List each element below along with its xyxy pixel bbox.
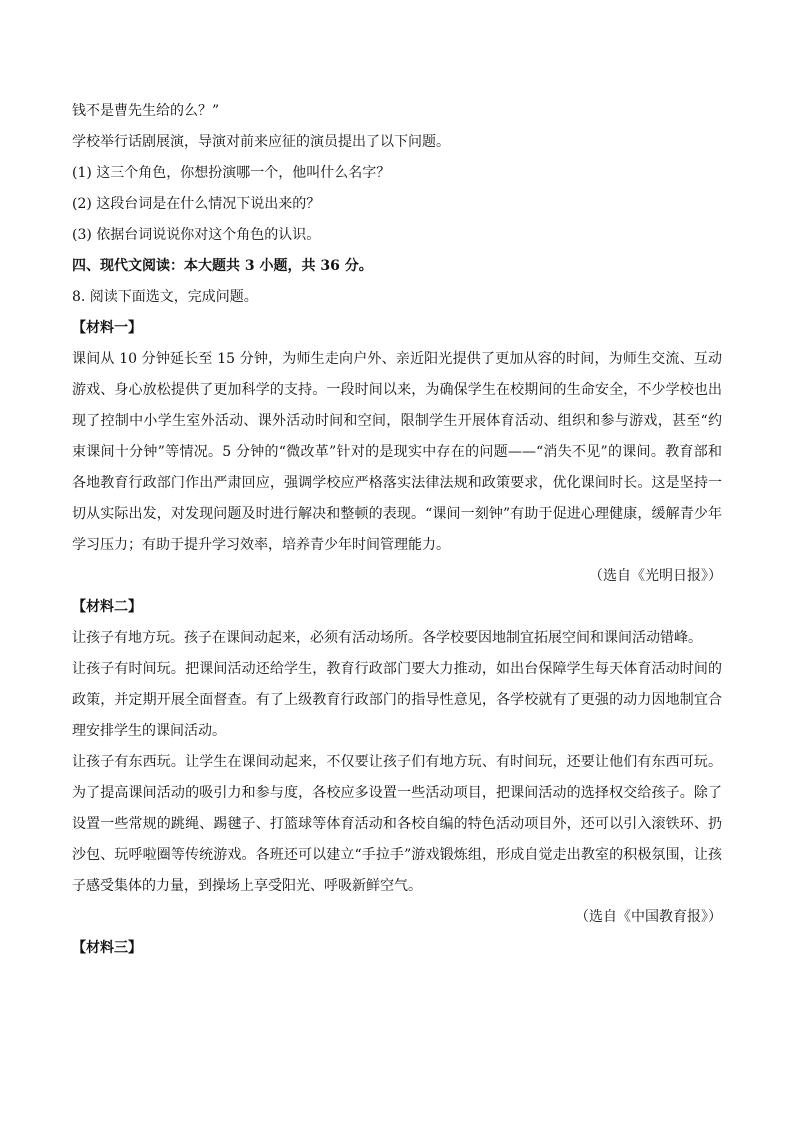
material-paragraph: 课间从 10 分钟延长至 15 分钟，为师生走向户外、亲近阳光提供了更加从容的时间，为师生交流、互动游戏、身心放松提供了更加科学的支持。一段时间以来，为确保学生在校期间的生命安全，不少学校也出现了控制中小学生室外活动、课外活动时间和空间，限制学生开展体育活动、组织和参与游戏，甚至“约束课间十分钟”等情况。5 分钟的“微改革”针对的是现实中存在的问题——“消失不见”的课间。教育部和各地教育行政部门作出严肃回应，强调学校应严格落实法律法规和政策要求，优化课间时长。这是坚持一切从实际出发，对发现问题及时进行解决和整顿的表现。“课间一刻钟”有助于促进心理健康，缓解青少年学习压力；有助于提升学习效率，培养青少年时间管理能力。 xyxy=(72,351,722,553)
material-heading: 【材料三】 xyxy=(72,940,142,956)
material-paragraph: 让孩子有地方玩。孩子在课间动起来，必须有活动场所。各学校要因地制宜拓展空间和课间活动错峰。 xyxy=(72,630,702,646)
section-heading: 四、现代文阅读：本大题共 3 小题，共 36 分。 xyxy=(72,258,373,274)
source-citation: （选自《光明日报》） xyxy=(589,568,722,584)
material-heading: 【材料一】 xyxy=(72,320,142,336)
material-heading: 【材料二】 xyxy=(72,599,142,615)
source-citation: （选自《中国教育报》） xyxy=(575,909,722,925)
text-line: 学校举行话剧展演，导演对前来应征的演员提出了以下问题。 xyxy=(72,134,450,150)
question-intro: 8. 阅读下面选文，完成问题。 xyxy=(72,289,258,305)
material-paragraph: 让孩子有时间玩。把课间活动还给学生，教育行政部门要大力推动，如出台保障学生每天体育活动时间的政策，并定期开展全面督查。有了上级教育行政部门的指导性意见，各学校就有了更强的动力因地制宜合理安排学生的课间活动。 xyxy=(72,661,722,739)
question-item: (2) 这段台词是在什么情况下说出来的？ xyxy=(72,196,321,212)
material-paragraph: 让孩子有东西玩。让学生在课间动起来，不仅要让孩子们有地方玩、有时间玩，还要让他们有东西可玩。为了提高课间活动的吸引力和参与度，各校应多设置一些活动项目，把课间活动的选择权交给孩子。除了设置一些常规的跳绳、踢毽子、打篮球等体育活动和各校自编的特色活动项目外，还可以引入滚铁环、扔沙包、玩呼啦圈等传统游戏。各班还可以建立“手拉手”游戏锻炼组，形成自觉走出教室的积极氛围，让孩子感受集体的力量，到操场上享受阳光、呼吸新鲜空气。 xyxy=(72,754,722,894)
text-line: 钱不是曹先生给的么？” xyxy=(72,103,220,119)
question-item: (3) 依据台词说说你对这个角色的认识。 xyxy=(72,227,321,243)
question-item: (1) 这三个角色，你想扮演哪一个，他叫什么名字？ xyxy=(72,165,391,181)
document-page xyxy=(72,96,722,964)
